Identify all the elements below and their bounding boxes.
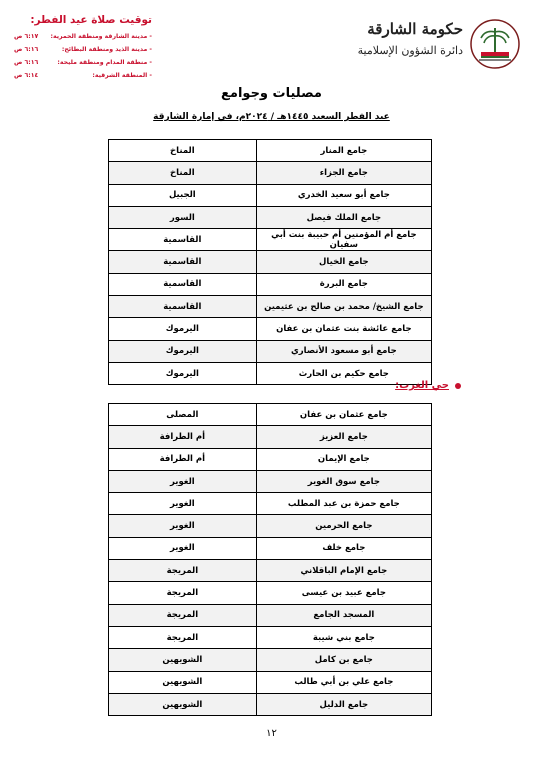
mosque-name: جامع الملك فيصل [256, 206, 431, 228]
government-name: حكومة الشارقة [367, 20, 463, 38]
prayer-location: - مدينة الشارقة ومنطقة الحمرية: [50, 33, 152, 40]
area-name: القاسمية [109, 229, 257, 251]
mosque-name: المسجد الجامع [256, 604, 431, 626]
mosque-table-1 [108, 139, 432, 385]
mosque-name: جامع علي بن أبي طالب [256, 671, 431, 693]
table-row [109, 206, 432, 228]
mosque-name: جامع خلف [256, 537, 431, 559]
mosque-name: جامع عبيد بن عيسى [256, 582, 431, 604]
department-name: دائرة الشؤون الإسلامية [357, 44, 463, 57]
area-name: أم الطرافة [109, 448, 257, 470]
table-row [109, 470, 432, 492]
area-name: المصلى [109, 404, 257, 426]
page-title: مصليات وجوامع [221, 86, 322, 101]
mosque-name: جامع بن كامل [256, 649, 431, 671]
table-row [109, 604, 432, 626]
area-name: القاسمية [109, 273, 257, 295]
mosque-name: جامع الجزاء [256, 162, 431, 184]
area-name: الغوير [109, 493, 257, 515]
mosque-name: جامع الخيال [256, 251, 431, 273]
table-row [109, 515, 432, 537]
table-row [109, 448, 432, 470]
table-row [109, 184, 432, 206]
table-row [109, 560, 432, 582]
mosque-name: جامع عائشة بنت عثمان بن عفان [256, 318, 431, 340]
mosque-table-2 [108, 403, 432, 716]
mosque-name: جامع سوق الغوير [256, 470, 431, 492]
mosque-name: جامع العزيز [256, 426, 431, 448]
prayer-times-title: توقيت صلاة عيد الفطر: [30, 14, 152, 26]
area-name: الجبيل [109, 184, 257, 206]
mosque-name: جامع أبو مسعود الأنصاري [256, 340, 431, 362]
area-name: أم الطرافة [109, 426, 257, 448]
area-name: الغوير [109, 470, 257, 492]
table-row [109, 318, 432, 340]
area-name: المناخ [109, 162, 257, 184]
area-name: المريجة [109, 626, 257, 648]
emblem-icon [469, 18, 521, 70]
table-row [109, 626, 432, 648]
prayer-time: ٦:١٦ ص [14, 46, 39, 53]
area-name: القاسمية [109, 251, 257, 273]
prayer-time: ٦:١٦ ص [14, 59, 39, 66]
table-row [109, 693, 432, 715]
page-subtitle [0, 112, 543, 122]
area-name: اليرموك [109, 362, 257, 384]
table-row [109, 140, 432, 162]
subtitle-text: عيد الفطر السعيد ١٤٤٥هـ / ٢٠٢٤م، في إمارة الشارقة [153, 112, 390, 122]
prayer-location: - منطقة المدام ومنطقة مليحة: [57, 59, 152, 66]
mosque-name: جامع الحرمين [256, 515, 431, 537]
section-heading-west [395, 380, 461, 391]
area-name: اليرموك [109, 340, 257, 362]
area-name: الشويهين [109, 693, 257, 715]
mosque-name: جامع الإيمان [256, 448, 431, 470]
table-row [109, 340, 432, 362]
area-name: المناخ [109, 140, 257, 162]
area-name: الغوير [109, 537, 257, 559]
table-row [109, 251, 432, 273]
table-row [109, 273, 432, 295]
table-row [109, 296, 432, 318]
mosque-name: جامع الدليل [256, 693, 431, 715]
prayer-time-line [14, 43, 152, 56]
prayer-times-box [14, 14, 152, 82]
table-row [109, 362, 432, 384]
prayer-time: ٦:١٤ ص [14, 72, 39, 79]
mosque-name: جامع عثمان بن عفان [256, 404, 431, 426]
area-name: اليرموك [109, 318, 257, 340]
mosque-name: جامع أبو سعيد الخدري [256, 184, 431, 206]
mosque-name: جامع حمزة بن عبد المطلب [256, 493, 431, 515]
table-row [109, 671, 432, 693]
area-name: الغوير [109, 515, 257, 537]
prayer-time-line [14, 69, 152, 82]
table-row [109, 404, 432, 426]
page-number: ١٢ [266, 728, 277, 739]
section-label: حي الغرب: [395, 380, 449, 391]
mosque-name: جامع الإمام الباقلاني [256, 560, 431, 582]
table-row [109, 229, 432, 251]
area-name: المريجة [109, 604, 257, 626]
bullet-icon [455, 383, 461, 389]
prayer-time: ٦:١٧ ص [14, 33, 39, 40]
prayer-location: - مدينة الذيد ومنطقة البطائح: [61, 46, 152, 53]
table-row [109, 426, 432, 448]
table-row [109, 582, 432, 604]
sharjah-government-logo [311, 16, 521, 74]
table-row [109, 537, 432, 559]
table-row [109, 493, 432, 515]
prayer-time-line [14, 30, 152, 43]
area-name: المريجة [109, 582, 257, 604]
mosque-name: جامع المنار [256, 140, 431, 162]
mosque-name: جامع البررة [256, 273, 431, 295]
prayer-location: - المنطقة الشرقية: [92, 72, 152, 79]
mosque-name: جامع حكيم بن الحارث [256, 362, 431, 384]
prayer-time-line [14, 56, 152, 69]
mosque-name: جامع أم المؤمنين أم حبيبة بنت أبي سفيان [256, 229, 431, 251]
table-row [109, 162, 432, 184]
area-name: المريجة [109, 560, 257, 582]
table-row [109, 649, 432, 671]
area-name: الشويهين [109, 671, 257, 693]
area-name: السور [109, 206, 257, 228]
area-name: القاسمية [109, 296, 257, 318]
area-name: الشويهين [109, 649, 257, 671]
mosque-name: جامع بني شيبة [256, 626, 431, 648]
mosque-name: جامع الشيخ/ محمد بن صالح بن عثيمين [256, 296, 431, 318]
